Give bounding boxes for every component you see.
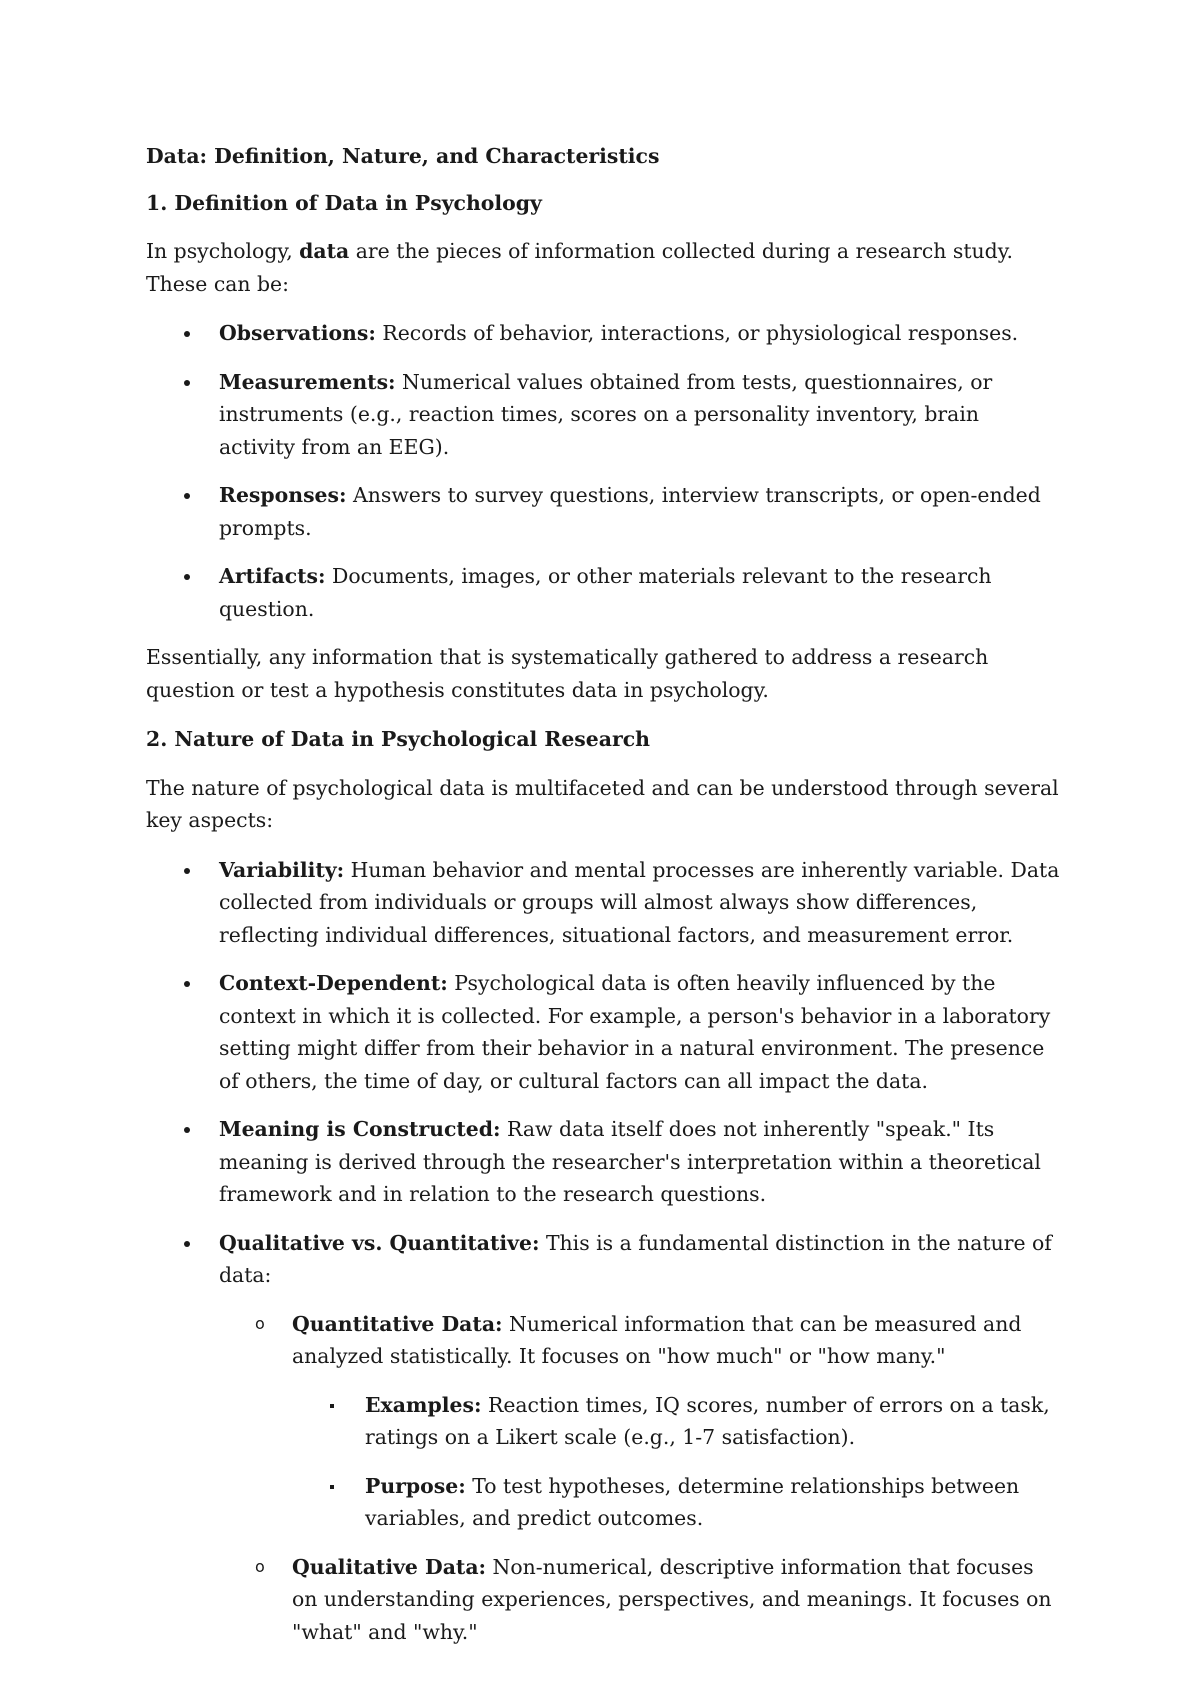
list-item-text: Numerical values obtained from tests, questionnaires, or instruments (e.g., reaction times, scores on a personality inventory, brain activity from an EEG). xyxy=(219,369,993,459)
section-1-conclusion: Essentially, any information that is systematically gathered to address a research question or test a hypothesis constitutes data in psychology. xyxy=(146,645,989,702)
sublist-item-term: Qualitative Data: xyxy=(292,1554,487,1579)
list-item-term: Responses: xyxy=(219,483,347,507)
list-item-text: This is a fundamental distinction in the nature of data: xyxy=(219,1230,1052,1287)
list-item-text: Answers to survey questions, interview transcripts, or open-ended prompts. xyxy=(219,483,1041,540)
document-body xyxy=(146,140,1061,1664)
detail-item-text: To test hypotheses, determine relationships between variables, and predict outcomes. xyxy=(365,1473,1020,1530)
list-item xyxy=(146,366,1061,464)
list-item-text: Raw data itself does not inherently "speak." Its meaning is derived through the researcher's interpretation within a theoretical framework and in relation to the research questions. xyxy=(219,1117,1041,1206)
sublist-item-text: Non-numerical, descriptive information that focuses on understanding experiences, perspectives, and meanings. It focuses on "what" and "why." xyxy=(292,1554,1052,1644)
section-1-heading: 1. Definition of Data in Psychology xyxy=(146,190,542,215)
intro-prefix: In psychology, xyxy=(146,239,300,263)
list-item-text: Records of behavior, interactions, or physiological responses. xyxy=(375,321,1019,345)
section-2-intro: The nature of psychological data is multifaceted and can be understood through several key aspects: xyxy=(146,775,1059,832)
detail-item xyxy=(292,1389,1061,1454)
data-kinds-sublist xyxy=(219,1308,1061,1649)
detail-item-term: Examples: xyxy=(365,1392,482,1417)
intro-bold-term: data xyxy=(299,239,350,263)
list-item-text: Documents, images, or other materials relevant to the research question. xyxy=(219,564,992,621)
intro-suffix: are the pieces of information collected during a research study. These can be: xyxy=(146,239,1013,296)
detail-item-text: Reaction times, IQ scores, number of errors on a task, ratings on a Likert scale (e.g., 1-7 satisfaction). xyxy=(365,1392,1050,1449)
sublist-item-text: Numerical information that can be measured and analyzed statistically. It focuses on "how much" or "how many." xyxy=(292,1311,1022,1368)
section-2-heading: 2. Nature of Data in Psychological Research xyxy=(146,727,650,751)
sublist-item-quantitative xyxy=(219,1308,1061,1535)
list-item xyxy=(146,854,1061,952)
list-item xyxy=(146,317,1061,350)
sublist-item-term: Quantitative Data: xyxy=(292,1311,503,1336)
list-item-text: Human behavior and mental processes are inherently variable. Data collected from individuals or groups will almost always show differences, reflecting individual differences, situational factors, and measurement error. xyxy=(219,857,1060,947)
detail-item-term: Purpose: xyxy=(365,1473,466,1498)
quantitative-details-list xyxy=(292,1389,1061,1535)
list-item xyxy=(146,1227,1061,1649)
sublist-item-qualitative xyxy=(219,1551,1061,1649)
list-item-text: Psychological data is often heavily influenced by the context in which it is collected. For example, a person's behavior in a laboratory setting might differ from their behavior in a natural environment. The presence of others, the time of day, or cultural factors can all impact the data. xyxy=(219,971,1051,1093)
list-item-term: Meaning is Constructed: xyxy=(219,1117,501,1141)
list-item xyxy=(146,560,1061,625)
data-types-list xyxy=(146,317,1061,625)
nature-aspects-list xyxy=(146,854,1061,1649)
list-item xyxy=(146,479,1061,544)
detail-item xyxy=(292,1470,1061,1535)
list-item-term: Context-Dependent: xyxy=(219,971,448,995)
list-item xyxy=(146,967,1061,1097)
document-title: Data: Definition, Nature, and Characteristics xyxy=(146,144,660,168)
list-item-term: Artifacts: xyxy=(219,564,326,588)
list-item-term: Variability: xyxy=(219,857,345,882)
list-item-term: Measurements: xyxy=(219,369,396,394)
list-item xyxy=(146,1113,1061,1211)
list-item-term: Qualitative vs. Quantitative: xyxy=(219,1230,540,1255)
list-item-term: Observations: xyxy=(219,321,376,345)
section-1-intro xyxy=(146,235,1061,300)
